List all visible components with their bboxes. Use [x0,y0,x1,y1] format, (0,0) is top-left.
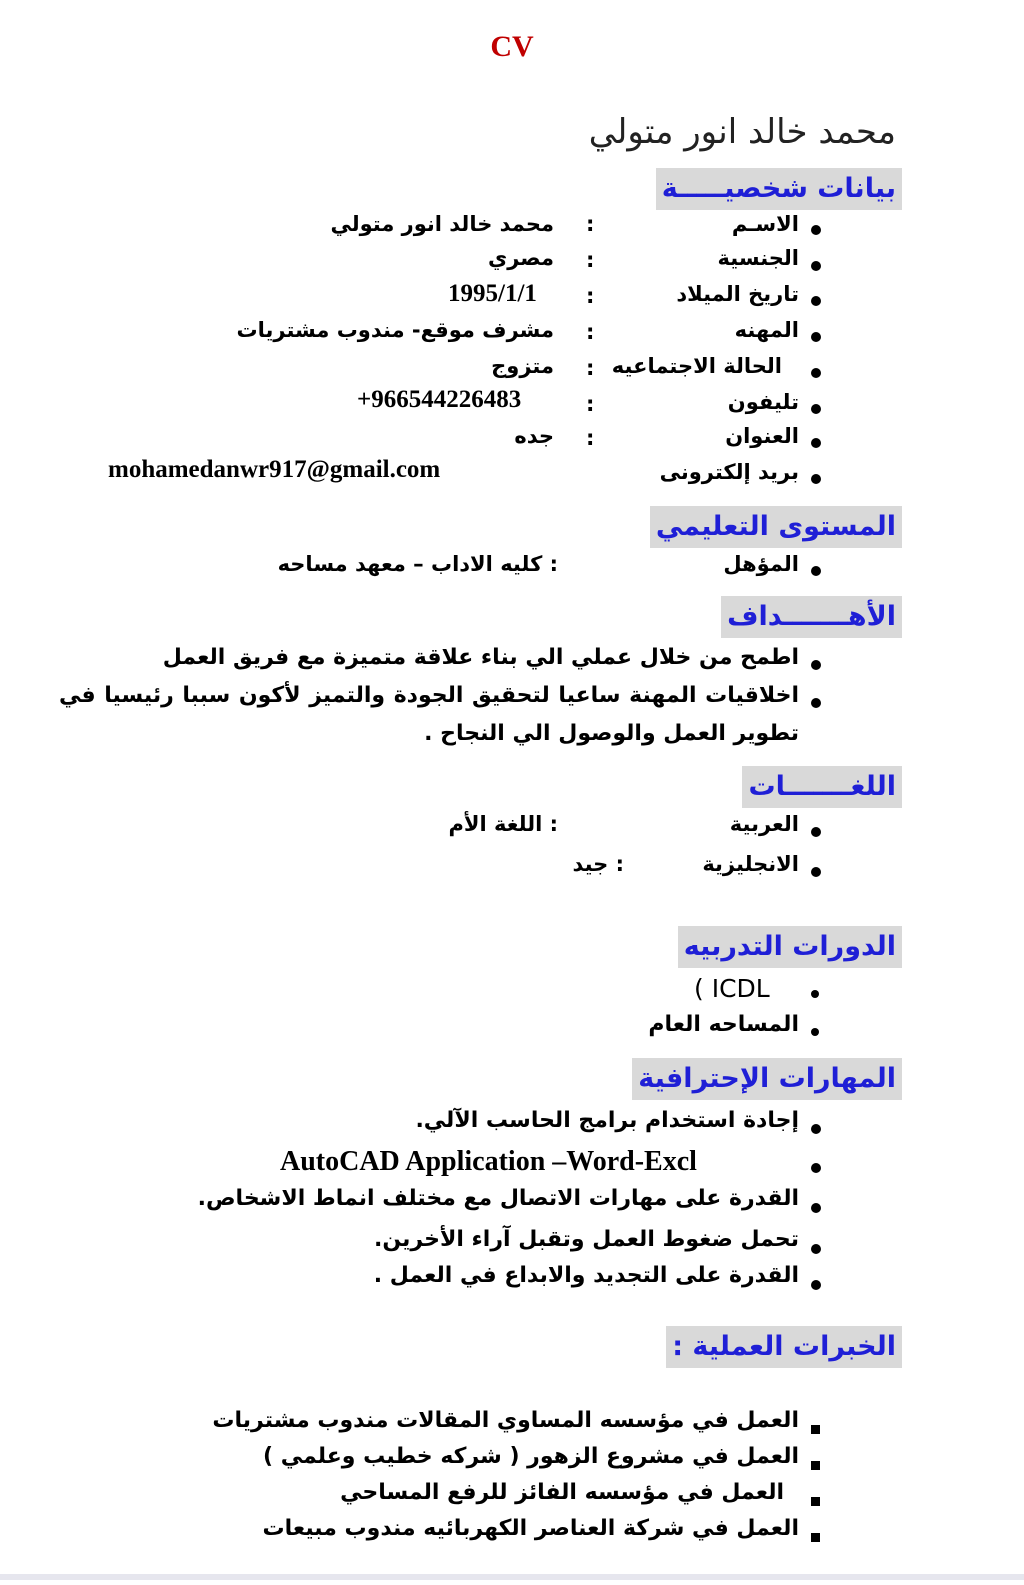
colon: : [586,392,595,416]
cv-title: CV [490,30,534,63]
goal-item: اخلاقيات المهنة ساعيا لتحقيق الجودة والتميز لأكون سببا رئيسيا في [59,683,799,708]
bullet [811,438,821,448]
bullet [811,698,821,708]
bullet [811,296,821,306]
bullet [811,261,821,271]
label-phone: تليفون [727,390,799,414]
colon: : [586,212,595,236]
languages-heading: اللغـــــــات [742,766,902,808]
bullet [811,1163,821,1173]
value-name: محمد خالد انور متولي [330,212,554,236]
page-edge [0,1574,1024,1580]
bullet [811,566,821,576]
colon: : [586,426,595,450]
experience-heading: الخبرات العملية : [666,1326,902,1368]
bullet [811,225,821,235]
bullet [811,368,821,378]
skill-item: إجادة استخدام برامج الحاسب الآلي. [415,1108,799,1133]
language-level: : اللغة الأم [448,812,558,836]
language-level: : جيد [572,852,624,876]
language-label: العربية [729,812,799,836]
goal-item-continuation: تطوير العمل والوصول الي النجاح . [424,721,799,746]
square-bullet [811,1533,820,1542]
skill-item: AutoCAD Application –Word-Excl [280,1146,697,1177]
experience-item: العمل في مؤسسه المساوي المقالات مندوب مشتريات [212,1408,799,1433]
colon: : [586,320,595,344]
bullet [811,1203,821,1213]
value-birthdate: 1995/1/1 [448,280,537,307]
value-email: mohamedanwr917@gmail.com [108,456,441,483]
goal-item: اطمح من خلال عملي الي بناء علاقة متميزة مع فريق العمل [162,645,799,670]
colon: : [586,284,595,308]
bullet [811,660,821,670]
skill-item: القدرة على التجديد والابداع في العمل . [373,1263,799,1288]
experience-item: العمل في شركة العناصر الكهربائيه مندوب مبيعات [262,1516,799,1541]
colon: : [586,356,595,380]
label-nationality: الجنسية [717,246,799,270]
bullet [811,1124,821,1134]
value-marital: متزوج [491,354,554,378]
label-address: العنوان [725,424,799,448]
goals-heading: الأهـــــــداف [721,596,902,638]
bullet [811,1280,821,1290]
skill-item: القدرة على مهارات الاتصال مع مختلف انماط الاشخاص. [197,1186,799,1211]
square-bullet [811,1425,820,1434]
course-item: ( ICDL [694,974,770,1003]
course-item: المساحه العام [648,1012,799,1037]
personal-heading: بيانات شخصيـــــة [656,168,902,210]
label-marital: الحالة الاجتماعيه [611,354,782,378]
label-profession: المهنه [734,318,799,342]
courses-heading: الدورات التدربيه [678,926,902,968]
bullet [811,1244,821,1254]
qualification-value: : كليه الاداب – معهد مساحه [277,552,558,576]
value-address: جده [514,424,554,448]
square-bullet [811,1497,820,1506]
square-bullet [811,1461,820,1470]
bullet [811,1028,819,1036]
qualification-label: المؤهل [723,552,799,576]
bullet [811,827,821,837]
experience-item: العمل في مشروع الزهور ( شركه خطيب وعلمي ) [263,1444,799,1469]
bullet [811,332,821,342]
value-nationality: مصري [487,246,554,270]
value-phone: +966544226483 [357,386,522,413]
bullet [811,404,821,414]
education-heading: المستوى التعليمي [650,506,902,548]
name-heading: محمد خالد انور متولي [588,112,896,152]
label-email: بريد إلكترونى [659,460,799,484]
colon: : [586,248,595,272]
language-label: الانجليزية [702,852,799,876]
label-name: الاسـم [731,212,799,236]
value-profession: مشرف موقع- مندوب مشتريات [236,318,554,342]
bullet [811,867,821,877]
bullet [811,474,821,484]
skills-heading: المهارات الإحترافية [632,1058,902,1100]
bullet [811,990,819,998]
experience-item: العمل في مؤسسه الفائز للرفع المساحي [340,1480,784,1505]
skill-item: تحمل ضغوط العمل وتقبل آراء الأخرين. [374,1227,799,1252]
label-birthdate: تاريخ الميلاد [676,282,799,306]
